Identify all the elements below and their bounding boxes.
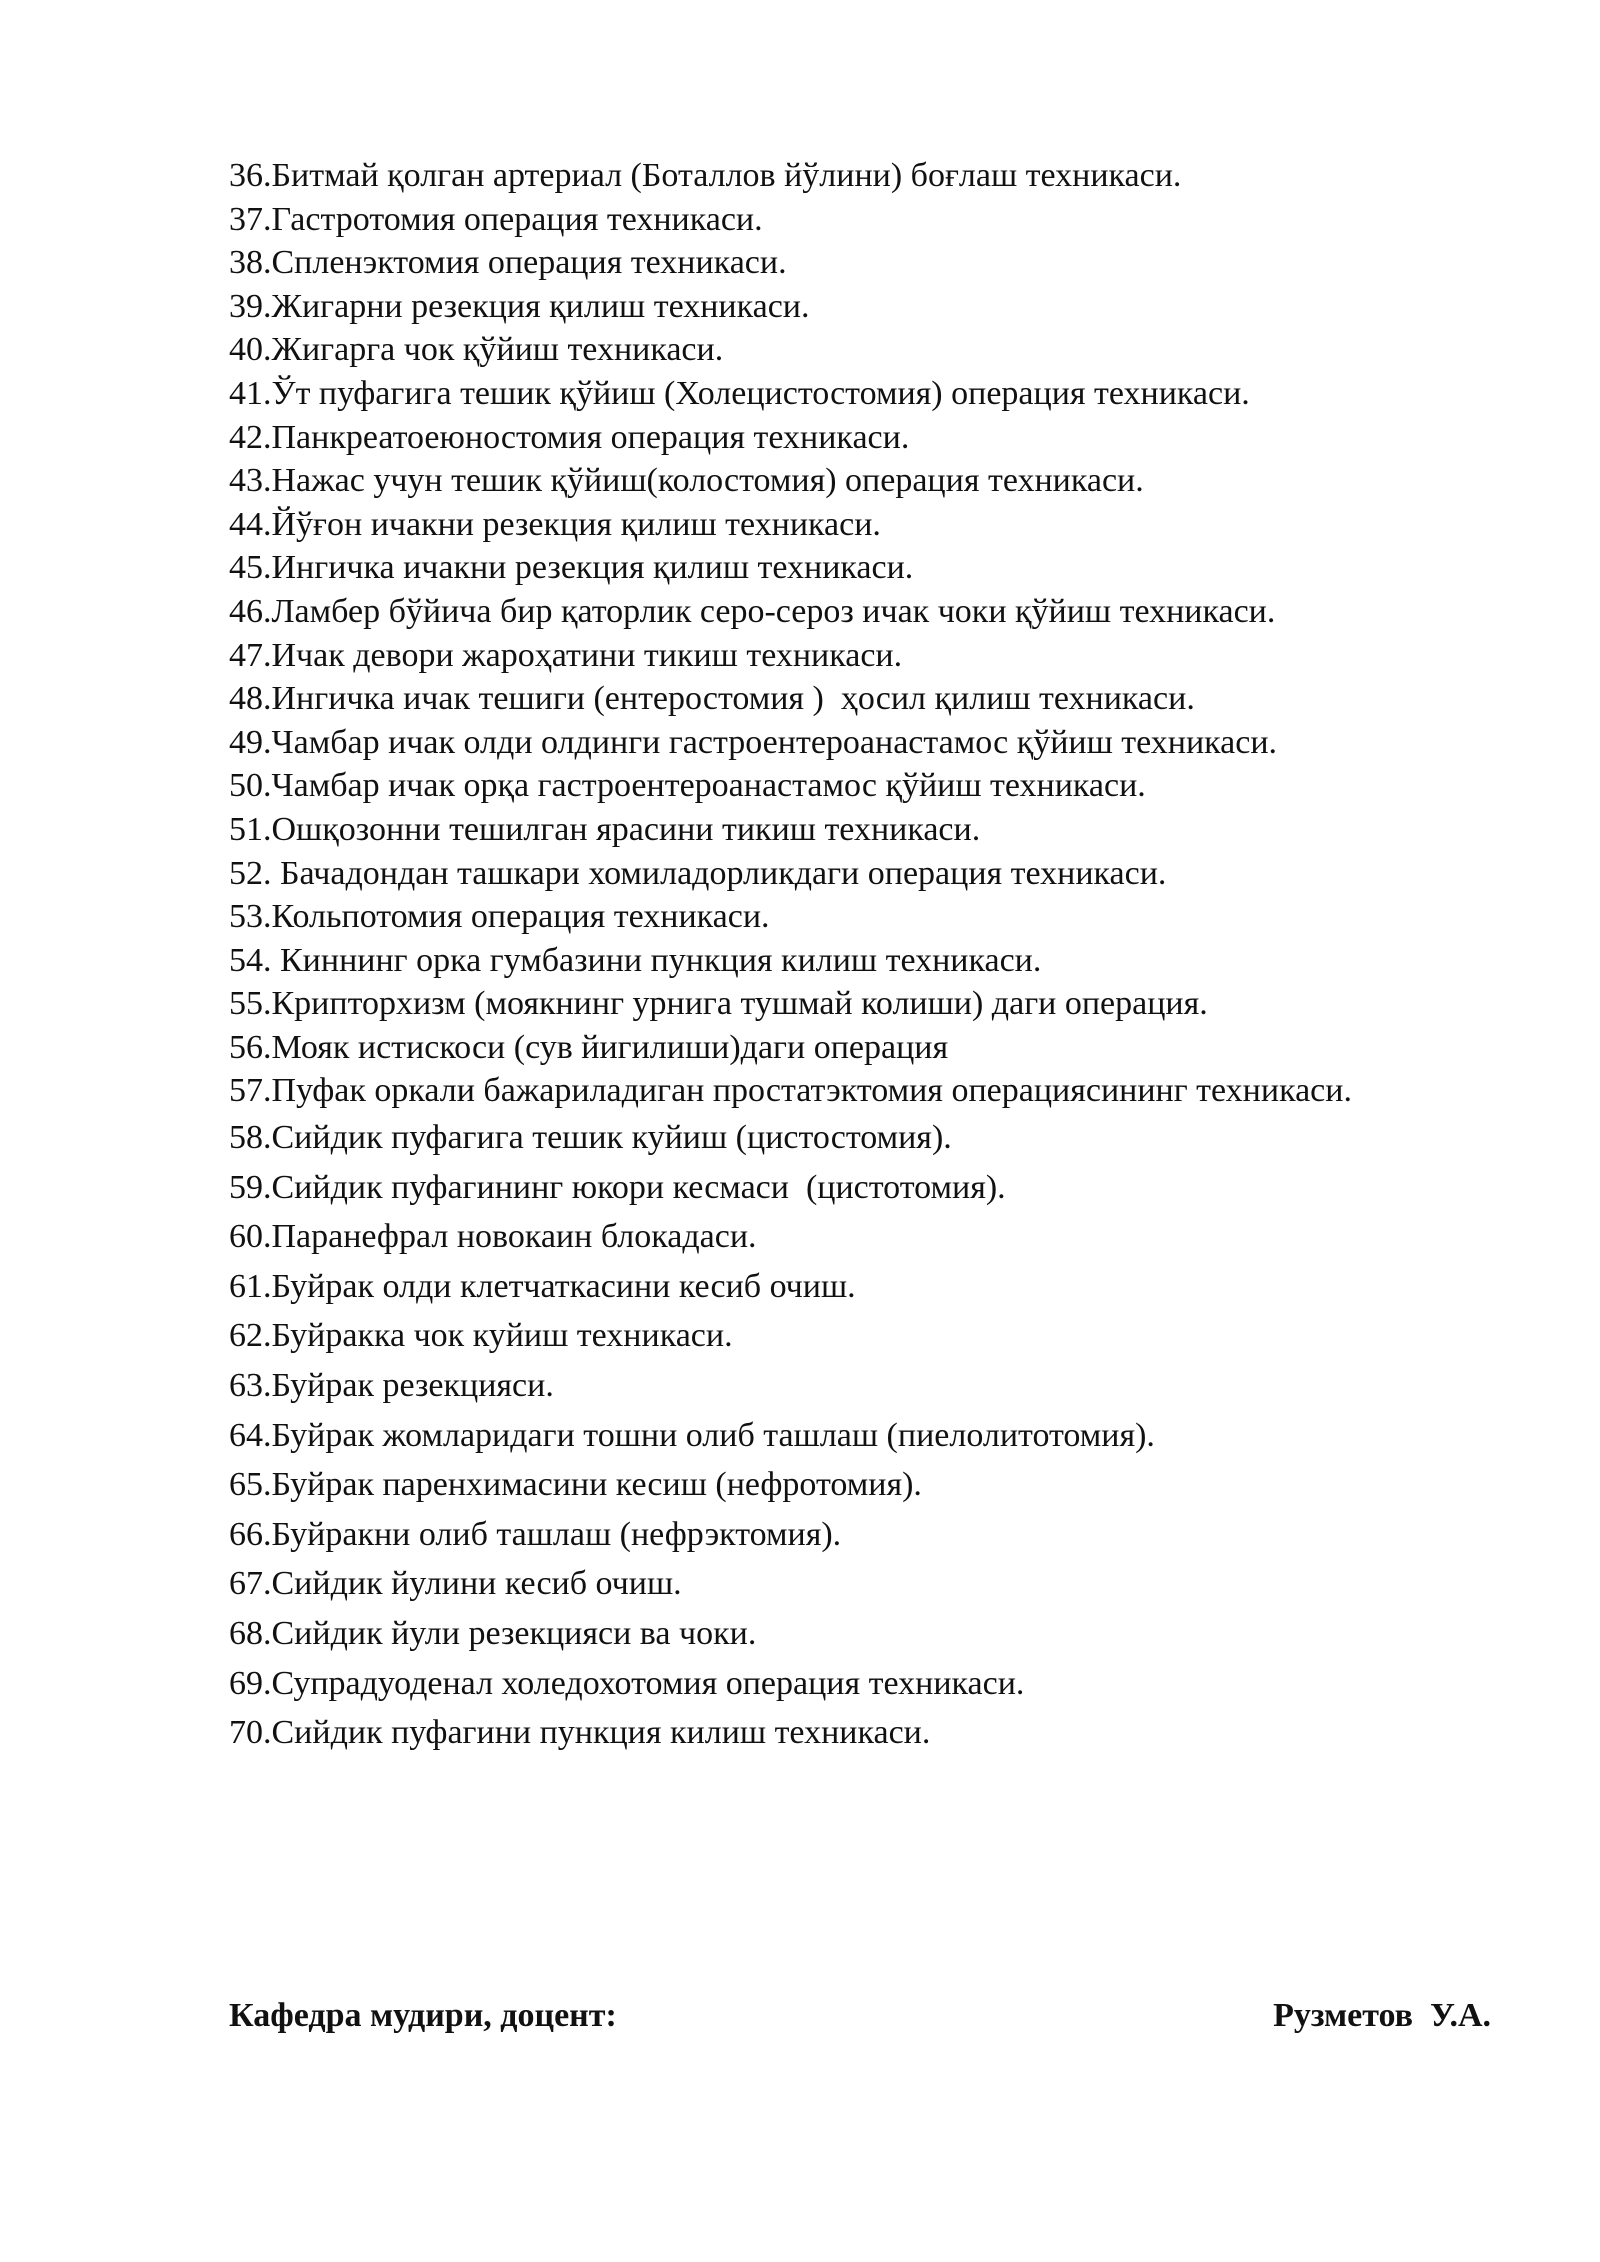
list-item: 58.Сийдик пуфагига тешик куйиш (цистостомия).: [229, 1119, 952, 1157]
list-item: 62.Буйракка чок куйиш техникаси.: [229, 1317, 733, 1355]
list-item: 41.Ўт пуфагига тешик қўйиш (Холецистостомия) операция техникаси.: [229, 374, 1250, 412]
list-item: 67.Сийдик йулини кесиб очиш.: [229, 1565, 682, 1603]
list-item: 38.Спленэктомия операция техникаси.: [229, 244, 787, 282]
list-item: 44.Йўғон ичакни резекция қилиш техникаси.: [229, 505, 881, 543]
list-item: 53.Кольпотомия операция техникаси.: [229, 898, 770, 936]
signature-position: Кафедра мудири, доцент:: [229, 1997, 617, 2034]
list-item: 55.Крипторхизм (моякнинг урнига тушмай колиши) даги операция.: [229, 985, 1208, 1023]
signature-name: Рузметов У.А.: [1273, 1997, 1491, 2034]
list-item: 43.Нажас учун тешик қўйиш(колостомия) операция техникаси.: [229, 462, 1144, 500]
list-item: 48.Ингичка ичак тешиги (ентеростомия ) ҳосил қилиш техникаси.: [229, 680, 1195, 718]
list-item: 56.Мояк истискоси (сув йигилиши)даги операция: [229, 1028, 949, 1066]
list-item: 61.Буйрак олди клетчаткасини кесиб очиш.: [229, 1267, 856, 1305]
list-item: 45.Ингичка ичакни резекция қилиш техникаси.: [229, 549, 914, 587]
list-item: 64.Буйрак жомларидаги тошни олиб ташлаш (пиелолитотомия).: [229, 1416, 1155, 1454]
list-item: 57.Пуфак оркали бажариладиган простатэктомия операциясининг техникаси.: [229, 1072, 1352, 1110]
list-item: 66.Буйракни олиб ташлаш (нефрэктомия).: [229, 1515, 842, 1553]
list-item: 39.Жигарни резекция қилиш техникаси.: [229, 287, 810, 325]
list-item: 52. Бачадондан ташкари хомиладорликдаги операция техникаси.: [229, 854, 1167, 892]
list-item: 68.Сийдик йули резекцияси ва чоки.: [229, 1615, 757, 1652]
list-item: 70.Сийдик пуфагини пункция килиш техникаси.: [229, 1714, 931, 1752]
list-item: 42.Панкреатоеюностомия операция техникаси.: [229, 418, 910, 456]
list-item: 51.Ошқозонни тешилган ярасини тикиш техникаси.: [229, 810, 981, 848]
operations-list: [229, 154, 1529, 1758]
list-item: 50.Чамбар ичак орқа гастроентероанастамос қўйиш техникаси.: [229, 767, 1146, 805]
list-item: 36.Битмай қолган артериал (Боталлов йўлини) боғлаш техникаси.: [229, 157, 1182, 194]
list-item: 46.Ламбер бўйича бир қаторлик серо-сероз ичак чоки қўйиш техникаси.: [229, 592, 1276, 630]
list-item: 40.Жигарга чок қўйиш техникаси.: [229, 331, 724, 369]
list-item: 47.Ичак девори жароҳатини тикиш техникаси.: [229, 636, 903, 674]
list-item: 49.Чамбар ичак олди олдинги гастроентероанастамос қўйиш техникаси.: [229, 723, 1278, 761]
list-item: 54. Киннинг орка гумбазини пункция килиш техникаси.: [229, 941, 1042, 979]
list-item: 60.Паранефрал новокаин блокадаси.: [229, 1218, 757, 1256]
list-item: 65.Буйрак паренхимасини кесиш (нефротомия).: [229, 1466, 922, 1504]
list-item: 63.Буйрак резекцияси.: [229, 1367, 554, 1405]
list-item: 59.Сийдик пуфагининг юкори кесмаси (цистотомия).: [229, 1168, 1006, 1206]
list-item: 37.Гастротомия операция техникаси.: [229, 200, 763, 238]
list-item: 69.Супрадуоденал холедохотомия операция техникаси.: [229, 1664, 1025, 1702]
